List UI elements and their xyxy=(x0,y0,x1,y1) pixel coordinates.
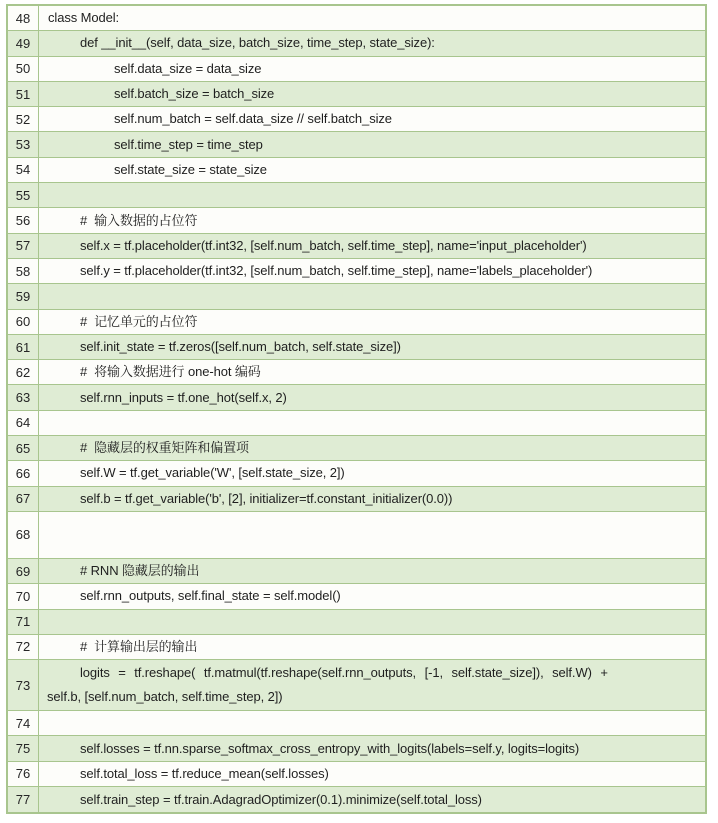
code-text: self.num_batch = self.data_size // self.batch_size xyxy=(114,111,392,127)
line-number-cell: 70 xyxy=(8,584,39,608)
code-cell xyxy=(39,711,705,735)
code-cell xyxy=(39,310,705,334)
code-text: self.batch_size = batch_size xyxy=(114,86,275,102)
table-row xyxy=(8,57,705,82)
table-row xyxy=(8,183,705,208)
line-number-cell: 77 xyxy=(8,787,39,812)
code-cell xyxy=(39,635,705,659)
table-row xyxy=(8,411,705,436)
line-number-cell: 56 xyxy=(8,208,39,232)
line-number-cell: 74 xyxy=(8,711,39,735)
table-row xyxy=(8,787,705,812)
line-number-cell: 58 xyxy=(8,259,39,283)
table-row xyxy=(8,234,705,259)
line-number-cell: 52 xyxy=(8,107,39,131)
table-row xyxy=(8,711,705,736)
line-number-cell: 69 xyxy=(8,559,39,583)
table-row xyxy=(8,559,705,584)
code-cell xyxy=(39,385,705,409)
code-text: self.b = tf.get_variable('b', [2], initializer=tf.constant_initializer(0.0)) xyxy=(80,490,453,506)
code-cell xyxy=(39,512,705,558)
table-row xyxy=(8,487,705,512)
code-cell xyxy=(39,436,705,460)
line-number-cell: 48 xyxy=(8,6,39,30)
code-text: self.init_state = tf.zeros([self.num_batch, self.state_size]) xyxy=(80,339,401,354)
code-cell xyxy=(39,107,705,131)
line-number-cell: 75 xyxy=(8,736,39,760)
code-text: # RNN 隐藏层的输出 xyxy=(80,563,200,579)
table-row xyxy=(8,584,705,609)
code-cell xyxy=(39,31,705,55)
code-cell xyxy=(39,57,705,81)
code-cell xyxy=(39,787,705,812)
code-cell xyxy=(39,6,705,30)
line-number-cell: 72 xyxy=(8,635,39,659)
code-text: # 隐藏层的权重矩阵和偏置项 xyxy=(80,440,249,456)
table-row xyxy=(8,158,705,183)
code-text: # 记忆单元的占位符 xyxy=(80,313,198,329)
code-cell xyxy=(39,183,705,207)
line-number-cell: 59 xyxy=(8,284,39,308)
table-row xyxy=(8,310,705,335)
line-number-cell: 67 xyxy=(8,487,39,511)
table-row xyxy=(8,132,705,157)
code-text: self.y = tf.placeholder(tf.int32, [self.num_batch, self.time_step], name='labels_placeholder') xyxy=(80,263,593,279)
code-text: self.total_loss = tf.reduce_mean(self.losses) xyxy=(80,765,329,781)
line-number-cell: 66 xyxy=(8,461,39,485)
table-row xyxy=(8,208,705,233)
code-text: self.x = tf.placeholder(tf.int32, [self.num_batch, self.time_step], name='input_placeholder') xyxy=(80,237,587,253)
code-text: self.time_step = time_step xyxy=(114,136,263,152)
line-number-cell: 54 xyxy=(8,158,39,182)
table-row xyxy=(8,512,705,559)
code-cell xyxy=(39,82,705,106)
code-cell xyxy=(39,360,705,384)
code-text-wrapped-line-1: logits = tf.reshape( tf.matmul(tf.reshape(self.rnn_outputs, [-1, self.state_size]), self.W) + xyxy=(80,665,608,681)
line-number-cell: 55 xyxy=(8,183,39,207)
code-cell xyxy=(39,259,705,283)
code-text: self.state_size = state_size xyxy=(114,161,267,177)
code-text: self.losses = tf.nn.sparse_softmax_cross_entropy_with_logits(labels=self.y, logits=logits) xyxy=(80,740,580,756)
code-cell xyxy=(39,660,705,710)
code-text: self.rnn_outputs, self.final_state = self.model() xyxy=(80,588,341,604)
code-cell xyxy=(39,132,705,156)
code-cell xyxy=(39,610,705,634)
code-cell xyxy=(39,335,705,359)
line-number-cell: 57 xyxy=(8,234,39,258)
table-row xyxy=(8,284,705,309)
code-text: # 输入数据的占位符 xyxy=(80,212,198,228)
table-row xyxy=(8,360,705,385)
code-cell xyxy=(39,208,705,232)
table-row xyxy=(8,610,705,635)
table-row xyxy=(8,107,705,132)
table-row xyxy=(8,660,705,711)
line-number-cell: 61 xyxy=(8,335,39,359)
code-text: class Model: xyxy=(48,10,120,26)
line-number-cell: 63 xyxy=(8,385,39,409)
table-row xyxy=(8,436,705,461)
code-table xyxy=(6,4,707,814)
line-number-cell: 65 xyxy=(8,436,39,460)
line-number-cell: 50 xyxy=(8,57,39,81)
code-text: def __init__(self, data_size, batch_size, time_step, state_size): xyxy=(80,35,435,51)
code-text: self.W = tf.get_variable('W', [self.state_size, 2]) xyxy=(80,465,345,481)
code-cell xyxy=(39,736,705,760)
table-row xyxy=(8,736,705,761)
code-cell xyxy=(39,584,705,608)
line-number-cell: 73 xyxy=(8,660,39,710)
table-row xyxy=(8,461,705,486)
line-number-cell: 62 xyxy=(8,360,39,384)
code-text: self.train_step = tf.train.AdagradOptimizer(0.1).minimize(self.total_loss) xyxy=(80,791,482,807)
table-row xyxy=(8,635,705,660)
line-number-cell: 71 xyxy=(8,610,39,634)
code-cell xyxy=(39,487,705,511)
table-row xyxy=(8,762,705,787)
table-row xyxy=(8,259,705,284)
code-text: # 将输入数据进行 one-hot 编码 xyxy=(80,364,261,380)
line-number-cell: 64 xyxy=(8,411,39,435)
code-cell xyxy=(39,284,705,308)
table-row xyxy=(8,335,705,360)
code-text-wrapped-line-2: self.b, [self.num_batch, self.time_step, 2]) xyxy=(47,689,283,705)
code-cell xyxy=(39,461,705,485)
line-number-cell: 60 xyxy=(8,310,39,334)
code-text: self.rnn_inputs = tf.one_hot(self.x, 2) xyxy=(80,389,287,405)
table-row xyxy=(8,6,705,31)
line-number-cell: 53 xyxy=(8,132,39,156)
table-row xyxy=(8,31,705,56)
code-cell xyxy=(39,762,705,786)
table-row xyxy=(8,385,705,410)
code-cell xyxy=(39,559,705,583)
table-row xyxy=(8,82,705,107)
code-cell xyxy=(39,234,705,258)
code-text: self.data_size = data_size xyxy=(114,60,262,76)
code-cell xyxy=(39,158,705,182)
line-number-cell: 68 xyxy=(8,512,39,558)
line-number-cell: 76 xyxy=(8,762,39,786)
code-cell xyxy=(39,411,705,435)
line-number-cell: 51 xyxy=(8,82,39,106)
code-text: # 计算输出层的输出 xyxy=(80,638,198,654)
line-number-cell: 49 xyxy=(8,31,39,55)
